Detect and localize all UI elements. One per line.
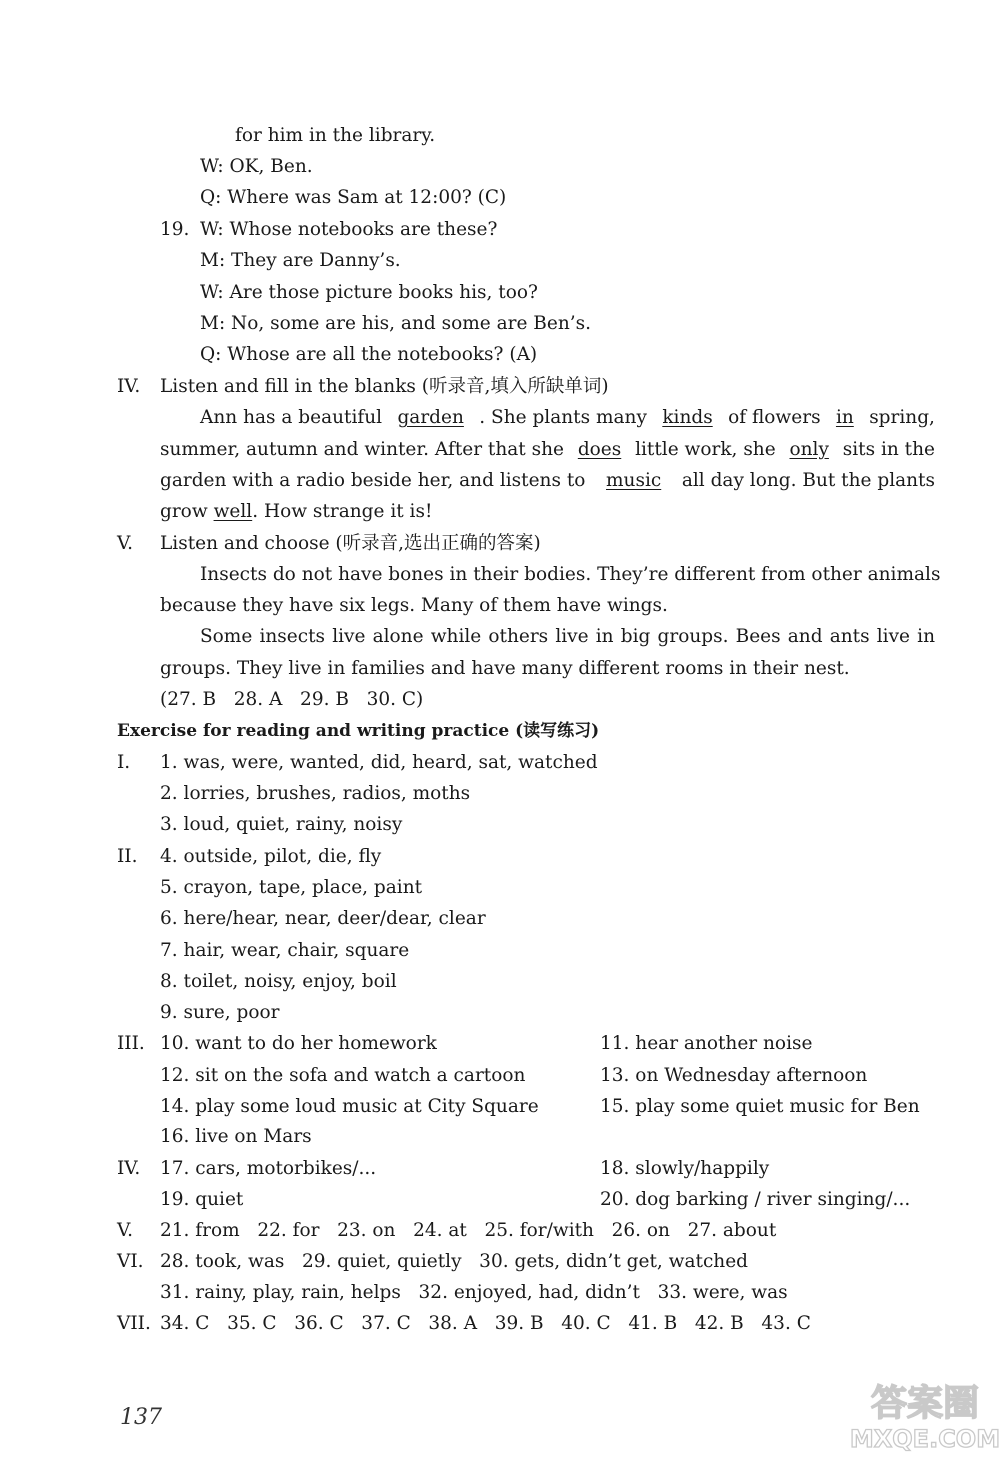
answer-line: 4. outside, pilot, die, fly: [160, 846, 382, 867]
passage-text: spring,: [869, 407, 935, 428]
watermark-logo: [845, 1375, 1000, 1453]
transcript-line: W: OK, Ben.: [200, 156, 313, 177]
answer-line: 31. rainy, play, rain, helps 32. enjoyed, had, didn’t 33. were, was: [160, 1282, 788, 1303]
passage-text: summer, autumn and winter. After that she: [160, 439, 564, 460]
answer-word: music: [606, 470, 662, 491]
passage-text: Ann has a beautiful: [200, 407, 383, 428]
section-heading: Listen and choose (听录音,选出正确的答案): [160, 533, 541, 554]
answer-line: 19. quiet: [160, 1189, 244, 1210]
passage-text: garden with a radio beside her, and listens to: [160, 470, 586, 491]
answer-line: 34. C 35. C 36. C 37. C 38. A 39. B 40. C 41. B 42. B 43. C: [160, 1313, 811, 1334]
passage-text: . She plants many: [479, 407, 647, 428]
section-number: VII.: [117, 1313, 151, 1334]
transcript-line: M: No, some are his, and some are Ben’s.: [200, 313, 592, 334]
svg-text:MXQE.COM: MXQE.COM: [849, 1425, 1000, 1453]
section-number: IV.: [117, 1158, 141, 1179]
answer-line: 14. play some loud music at City Square: [160, 1096, 539, 1117]
answer-line: 3. loud, quiet, rainy, noisy: [160, 814, 403, 835]
section-number: I.: [117, 752, 131, 773]
section-number: V.: [117, 533, 134, 554]
section-number: V.: [117, 1220, 134, 1241]
answer-line: 5. crayon, tape, place, paint: [160, 877, 423, 898]
passage-line: Some insects live alone while others live in big groups. Bees and ants live in: [200, 626, 935, 647]
passage-line: because they have six legs. Many of them have wings.: [160, 595, 668, 616]
answer-line: 13. on Wednesday afternoon: [600, 1065, 868, 1086]
answer-line: 18. slowly/happily: [600, 1158, 770, 1179]
passage-text: grow: [160, 501, 208, 522]
transcript-line: W: Are those picture books his, too?: [200, 282, 538, 303]
transcript-line: W: Whose notebooks are these?: [200, 219, 498, 240]
section-number: II.: [117, 846, 138, 867]
answer-word: well: [213, 501, 253, 522]
section-number: III.: [117, 1033, 145, 1054]
passage-line: groups. They live in families and have many different rooms in their nest.: [160, 658, 850, 679]
passage-text: of flowers: [728, 407, 821, 428]
passage-text: sits in the: [842, 439, 935, 460]
answer-line: 17. cars, motorbikes/...: [160, 1158, 377, 1179]
answer-line: 20. dog barking / river singing/...: [600, 1189, 911, 1210]
answer-line: 7. hair, wear, chair, square: [160, 940, 410, 961]
answer-line: 8. toilet, noisy, enjoy, boil: [160, 971, 397, 992]
answer-line: 9. sure, poor: [160, 1002, 280, 1023]
answer-line: 12. sit on the sofa and watch a cartoon: [160, 1065, 526, 1086]
answer-line: 6. here/hear, near, deer/dear, clear: [160, 908, 486, 929]
answer-line: 1. was, were, wanted, did, heard, sat, watched: [160, 752, 598, 773]
passage-text: little work, she: [635, 439, 776, 460]
answer-word: in: [835, 407, 854, 428]
transcript-line: Q: Whose are all the notebooks? (A): [200, 344, 538, 365]
passage-text: . How strange it is!: [252, 501, 433, 522]
section-number: VI.: [117, 1251, 144, 1272]
answer-word: garden: [397, 407, 464, 428]
transcript-line: Q: Where was Sam at 12:00? (C): [200, 187, 507, 208]
section-number: IV.: [117, 376, 141, 397]
passage-line: [160, 467, 935, 495]
passage-line: Insects do not have bones in their bodies. They’re different from other animals: [200, 564, 941, 585]
answer-key: (27. B 28. A 29. B 30. C): [160, 689, 424, 710]
passage-text: all day long. But the plants: [681, 470, 935, 491]
answer-line: 15. play some quiet music for Ben: [600, 1096, 920, 1117]
answer-line: 11. hear another noise: [600, 1033, 813, 1054]
passage-line: [200, 404, 935, 432]
exercise-heading: Exercise for reading and writing practice (读写练习): [117, 721, 600, 741]
transcript-line: M: They are Danny’s.: [200, 250, 401, 271]
answer-line: 21. from 22. for 23. on 24. at 25. for/with 26. on 27. about: [160, 1220, 777, 1241]
answer-line: 28. took, was 29. quiet, quietly 30. gets, didn’t get, watched: [160, 1251, 749, 1272]
answer-word: only: [789, 439, 829, 460]
passage-line: [160, 498, 432, 526]
page-number: 137: [120, 1405, 162, 1430]
question-number: 19.: [160, 219, 190, 240]
section-heading: Listen and fill in the blanks (听录音,填入所缺单词): [160, 376, 609, 397]
passage-line: [160, 436, 935, 464]
answer-word: kinds: [662, 407, 713, 428]
answer-line: 2. lorries, brushes, radios, moths: [160, 783, 471, 804]
answer-line: 10. want to do her homework: [160, 1033, 437, 1054]
answer-word: does: [577, 439, 622, 460]
transcript-line: for him in the library.: [235, 125, 436, 146]
svg-text:答案圈: 答案圈: [870, 1383, 980, 1424]
answer-line: 16. live on Mars: [160, 1126, 312, 1147]
